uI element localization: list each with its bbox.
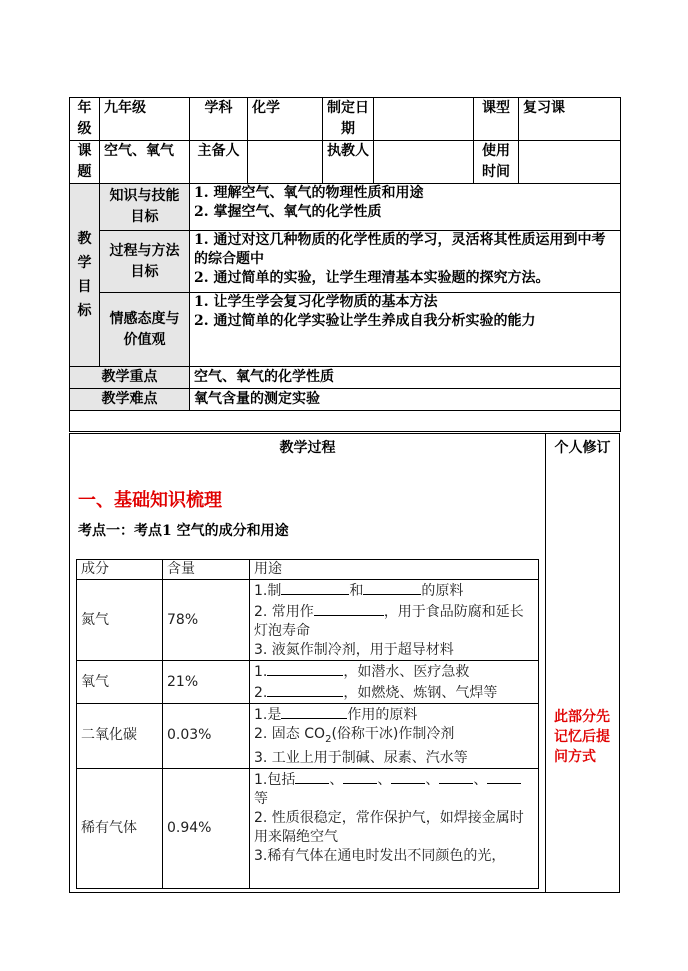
subject-value: 化学 — [248, 98, 323, 141]
process-goal-label: 过程与方法目标 — [100, 231, 190, 293]
emotion-item: 2. 通过简单的化学实验让学生养成自我分析实验的能力 — [194, 313, 536, 329]
component-name: 氮气 — [77, 580, 163, 661]
fill-blank — [281, 704, 347, 719]
table-row — [77, 580, 539, 661]
fill-blank — [295, 769, 329, 784]
fill-blank — [439, 769, 473, 784]
component-amount: 0.94% — [163, 768, 250, 888]
use-text: 和 — [349, 583, 364, 599]
fill-blank — [343, 769, 377, 784]
use-text: 2. 固态 CO — [254, 726, 326, 742]
fill-blank — [281, 580, 349, 595]
use-text: 1. — [254, 664, 268, 680]
emotion-goal-content — [190, 293, 621, 367]
use-text: (俗称干冰)作制冷剂 — [331, 726, 455, 742]
use-text: 等 — [254, 790, 268, 807]
use-text: 、 — [329, 771, 344, 788]
use-text: 3.稀有气体在通电时发出不同颜色的光， — [254, 847, 506, 864]
type-label: 课型 — [474, 98, 519, 141]
component-amount: 78% — [163, 580, 250, 661]
fill-blank — [363, 580, 421, 595]
use-text: 2. 性质很稳定，常作保护气，如焊接金属时用来隔绝空气 — [254, 809, 524, 845]
grade-value: 九年级 — [100, 98, 190, 141]
key-point-value: 空气、氧气的化学性质 — [190, 367, 621, 389]
use-text: 1.制 — [254, 583, 282, 599]
component-name: 二氧化碳 — [77, 704, 163, 769]
revision-note: 此部分先记忆后提问方式 — [554, 709, 610, 765]
table-header-component: 成分 — [77, 560, 163, 580]
component-name: 氧气 — [77, 661, 163, 704]
use-text: ，用于食品防腐和延长灯泡寿命 — [254, 604, 524, 639]
exam-point-title: 考点一：考点1 空气的成分和用途 — [78, 523, 289, 539]
use-text: 、 — [377, 771, 392, 788]
revision-column — [546, 434, 619, 892]
fill-blank — [267, 682, 343, 697]
fill-blank — [314, 601, 384, 616]
component-name: 稀有气体 — [77, 768, 163, 888]
teacher-label: 执教人 — [323, 141, 374, 184]
key-point-label: 教学重点 — [70, 367, 190, 389]
grade-label: 年级 — [70, 98, 100, 141]
table-row — [77, 704, 539, 769]
process-item: 2. 通过简单的实验，让学生理清基本实验题的探究方法。 — [194, 270, 550, 286]
spacer-row — [70, 411, 621, 432]
use-text: 、 — [425, 771, 440, 788]
table-row — [77, 661, 539, 704]
fill-blank — [487, 769, 521, 784]
use-text: 1.是 — [254, 707, 282, 723]
use-text: 1.包括 — [254, 771, 296, 788]
use-text: ，如燃烧、炼钢、气焊等 — [343, 685, 498, 701]
use-text: 2. — [254, 685, 268, 701]
component-uses — [250, 661, 539, 704]
process-title: 教学过程 — [279, 440, 336, 456]
component-amount: 0.03% — [163, 704, 250, 769]
preparer-label: 主备人 — [190, 141, 248, 184]
fill-blank — [267, 661, 343, 676]
knowledge-item: 2. 掌握空气、氧气的化学性质 — [194, 204, 382, 220]
use-text: 的原料 — [421, 583, 464, 599]
component-uses — [250, 768, 539, 888]
lesson-header-table — [69, 97, 621, 432]
process-item: 1. 通过对这几种物质的化学性质的学习，灵活将其性质运用到中考的综合题中 — [194, 232, 606, 267]
section-heading: 一、基础知识梳理 — [78, 490, 222, 511]
type-value: 复习课 — [519, 98, 621, 141]
emotion-goal-label: 情感态度与价值观 — [100, 293, 190, 367]
date-label: 制定日期 — [323, 98, 374, 141]
process-goal-content — [190, 231, 621, 293]
use-time-label: 使用时间 — [474, 141, 519, 184]
table-header-use: 用途 — [250, 560, 539, 580]
component-uses — [250, 704, 539, 769]
use-text: 2. 常用作 — [254, 604, 314, 620]
use-text: 3. 工业上用于制碱、尿素、汽水等 — [254, 749, 468, 766]
difficult-point-label: 教学难点 — [70, 389, 190, 411]
use-text: 3. 液氮作制冷剂，用于超导材料 — [254, 642, 454, 658]
knowledge-goal-label: 知识与技能目标 — [100, 184, 190, 231]
subscript: 2 — [325, 733, 332, 745]
air-composition-table — [76, 559, 539, 889]
use-text: 作用的原料 — [347, 707, 418, 723]
component-amount: 21% — [163, 661, 250, 704]
fill-blank — [391, 769, 425, 784]
knowledge-goal-content — [190, 184, 621, 231]
use-text: 、 — [473, 771, 488, 788]
date-value — [374, 98, 474, 141]
goals-label: 教学目标 — [70, 184, 100, 367]
difficult-point-value: 氧气含量的测定实验 — [190, 389, 621, 411]
table-header-amount: 含量 — [163, 560, 250, 580]
revision-title: 个人修订 — [554, 440, 611, 456]
use-text: ，如潜水、医疗急救 — [343, 664, 470, 680]
preparer-value — [248, 141, 323, 184]
topic-value: 空气、氧气 — [100, 141, 190, 184]
use-time-value — [519, 141, 621, 184]
table-row — [77, 768, 539, 888]
knowledge-item: 1. 理解空气、氧气的物理性质和用途 — [194, 185, 424, 201]
component-uses — [250, 580, 539, 661]
teacher-value — [374, 141, 474, 184]
topic-label: 课题 — [70, 141, 100, 184]
subject-label: 学科 — [190, 98, 248, 141]
emotion-item: 1. 让学生学会复习化学物质的基本方法 — [194, 294, 438, 310]
teaching-process-section — [69, 433, 620, 893]
process-column — [70, 434, 546, 892]
